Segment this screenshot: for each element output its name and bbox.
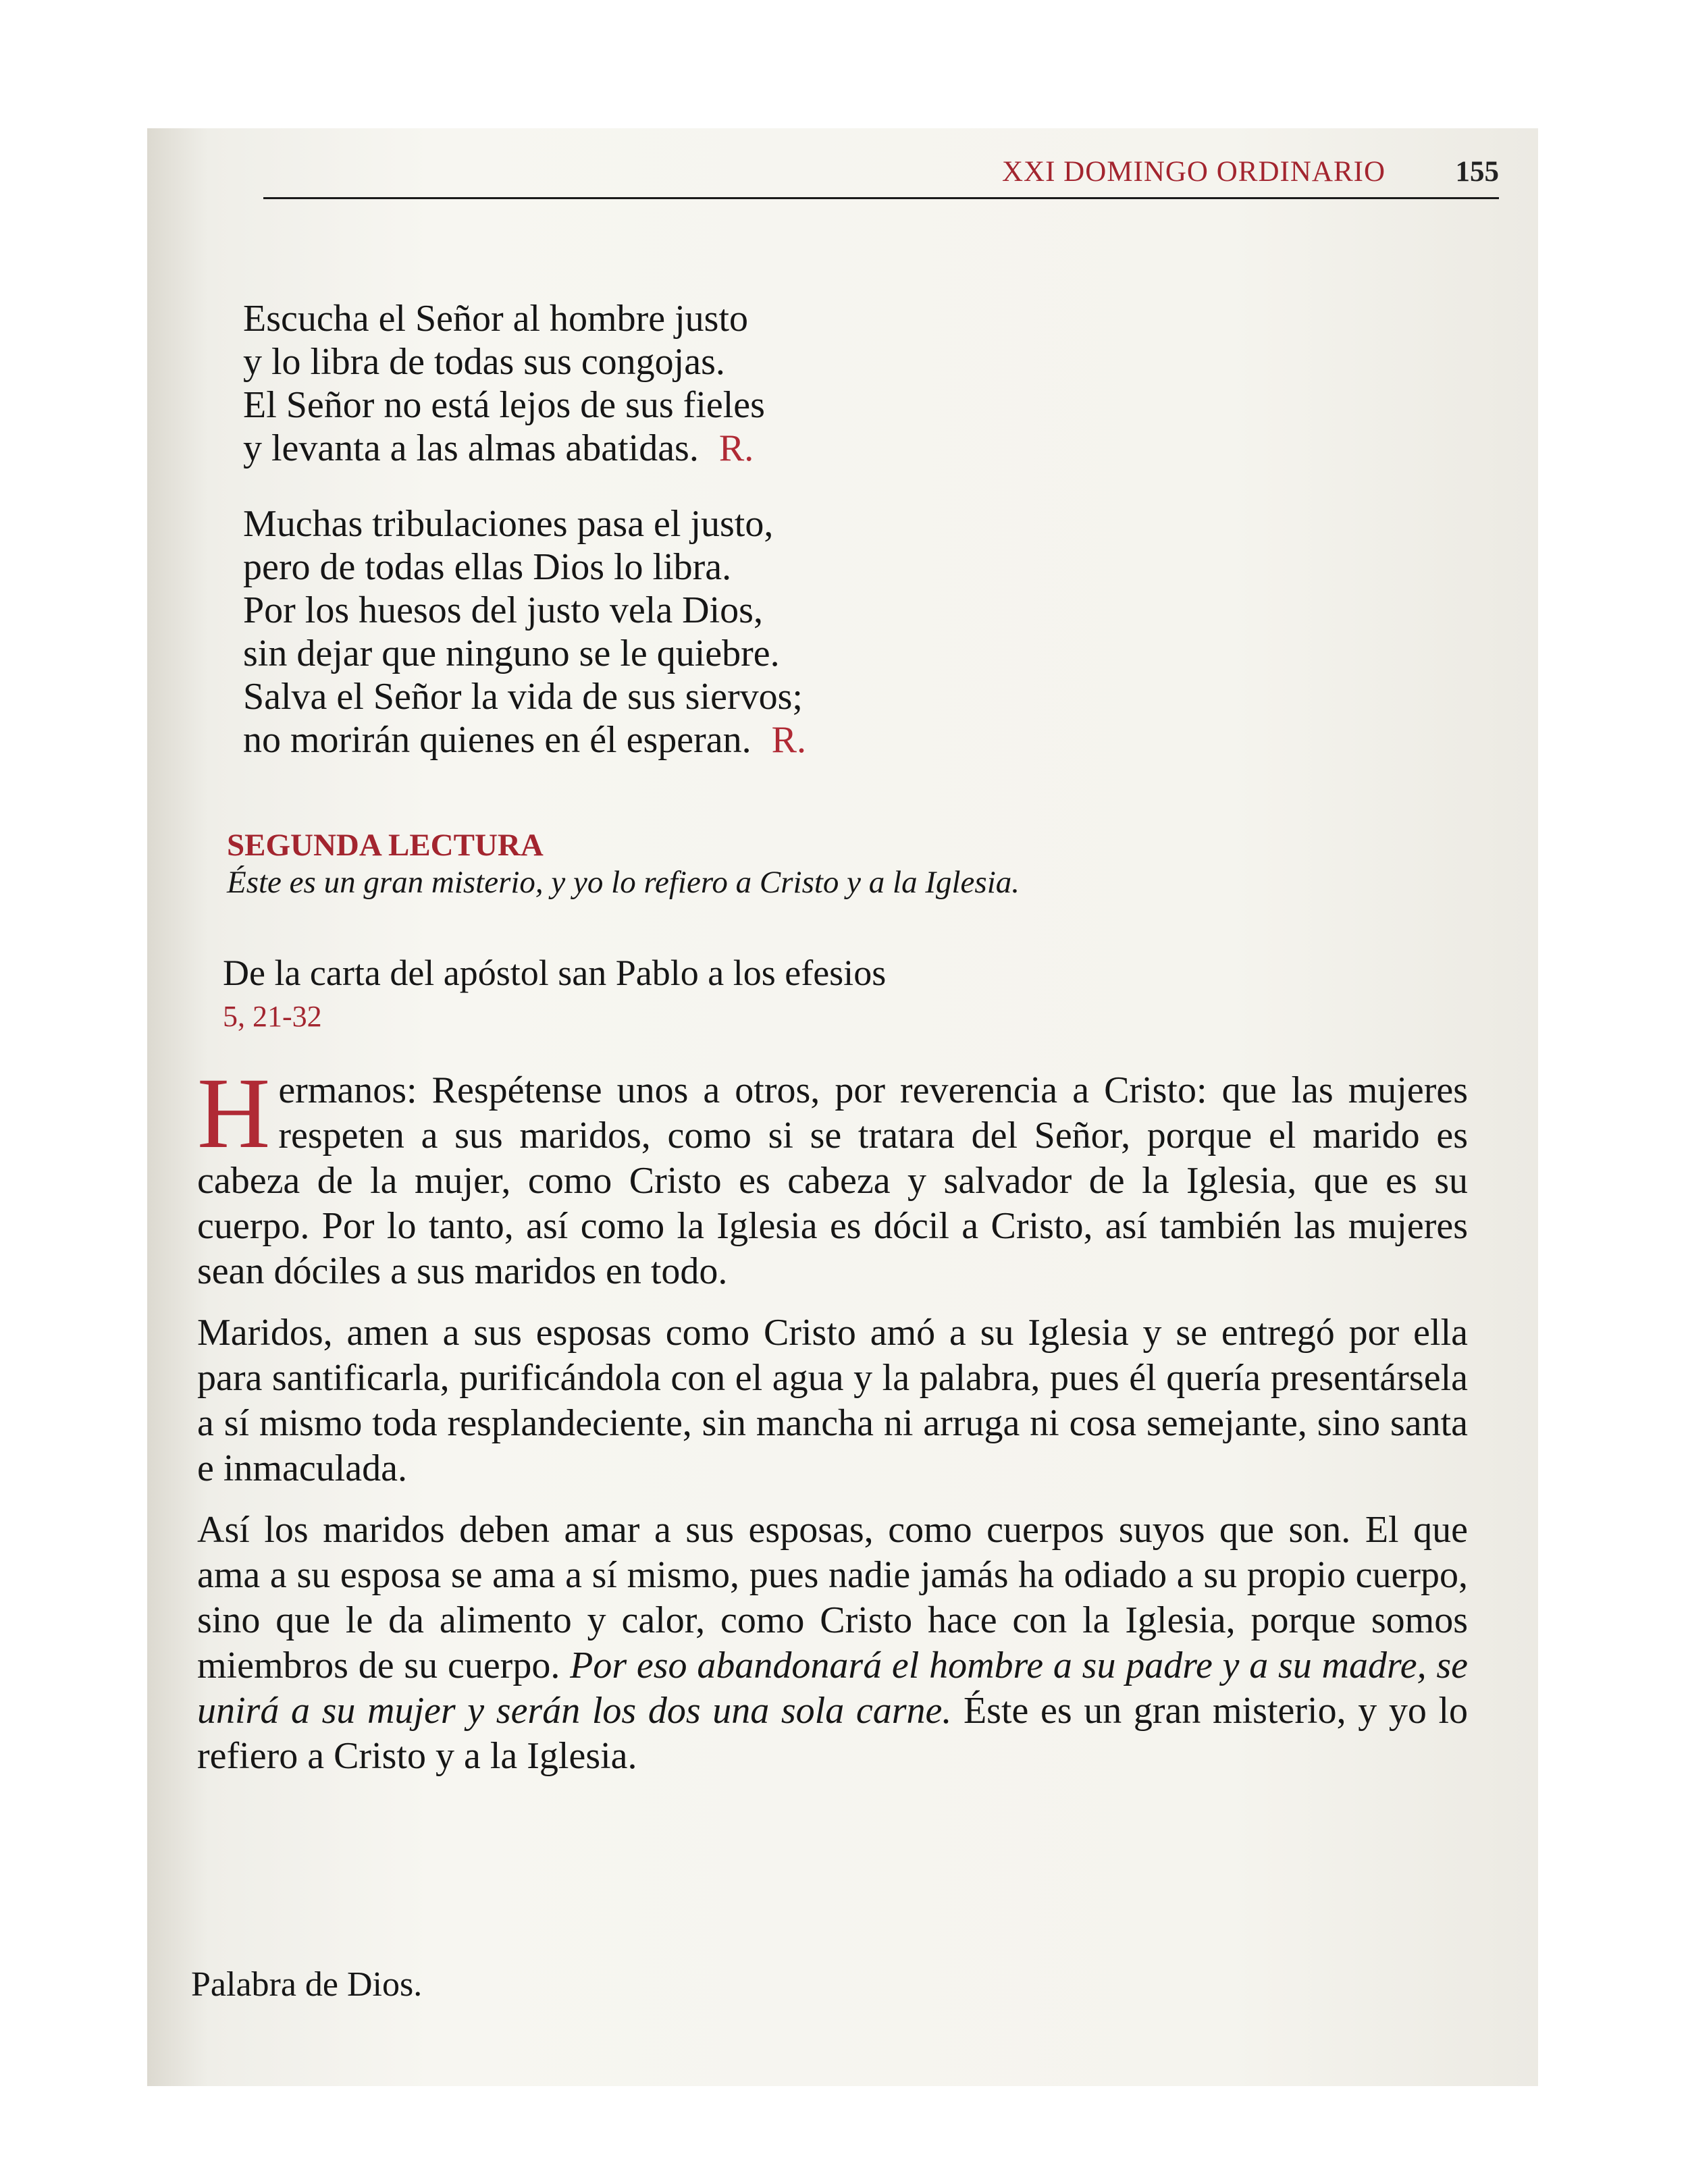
paragraph-text: ermanos: Respétense unos a otros, por reverencia a Cristo: que las mujeres respeten a sus maridos, como si se tratara del Señor, porque el marido es cabeza de la mujer, como Cristo es cabeza y salvador de la Iglesia, que es su cuerpo. Por lo tanto, así como la Iglesia es dócil a Cristo, así también las mujeres sean dóciles a sus maridos en todo. — [197, 1069, 1468, 1292]
psalm-line: Por los huesos del justo vela Dios, — [243, 589, 763, 631]
psalm-verses — [243, 297, 806, 794]
reading-citation: 5, 21-32 — [223, 1000, 322, 1033]
psalm-stanza — [243, 297, 806, 470]
drop-cap: H — [197, 1057, 271, 1169]
psalm-line: Muchas tribulaciones pasa el justo, — [243, 503, 774, 545]
psalm-line: El Señor no está lejos de sus fieles — [243, 384, 765, 426]
paragraph-text: Éste es un gran misterio, y yo lo refiero a Cristo y a la Iglesia. — [197, 1690, 1468, 1777]
paragraph: Maridos, amen a sus esposas como Cristo amó a su Iglesia y se entregó por ella para santificarla, purificándola con el agua y la palabra, pues él quería presentársela a sí mismo toda resplandeciente, sin mancha ni arruga ni cosa semejante, sino santa e inmaculada. — [197, 1312, 1468, 1489]
psalm-line: sin dejar que ninguno se le quiebre. — [243, 633, 780, 674]
psalm-line-text: y levanta a las almas abatidas. — [243, 427, 699, 469]
psalm-line: Escucha el Señor al hombre justo — [243, 298, 749, 340]
psalm-line: pero de todas ellas Dios lo libra. — [243, 546, 732, 588]
psalm-line — [243, 718, 806, 762]
page-number: 155 — [1455, 156, 1499, 188]
paragraph-text: Así los maridos deben amar a sus esposas, como cuerpos suyos que son. El que ama a su esposa se ama a sí mismo, pues nadie jamás ha odiado a su propio cuerpo, sino que le da alimento y calor, como Cristo hace con la Iglesia, porque somos miembros de su cuerpo. — [197, 1509, 1468, 1686]
psalm-line-text: no morirán quienes en él esperan. — [243, 719, 751, 761]
psalm-line: Salva el Señor la vida de sus siervos; — [243, 676, 803, 718]
response-marker: R. — [718, 427, 754, 469]
reading-epigraph: Éste es un gran misterio, y yo lo refiero a Cristo y a la Iglesia. — [227, 865, 1020, 900]
closing-acclamation: Palabra de Dios. — [191, 1965, 423, 2004]
psalm-line: y lo libra de todas sus congojas. — [243, 341, 725, 383]
section-title: SEGUNDA LECTURA — [227, 828, 544, 863]
header-title: XXI DOMINGO ORDINARIO — [1001, 156, 1386, 188]
reading-source: De la carta del apóstol san Pablo a los efesios — [223, 953, 887, 993]
paragraph — [197, 1508, 1468, 1779]
response-marker: R. — [771, 719, 806, 761]
psalm-stanza — [243, 502, 806, 762]
psalm-line — [243, 427, 806, 470]
reading-body — [197, 1057, 1468, 1795]
paragraph — [197, 1057, 1468, 1294]
quoted-scripture: Por eso abandonará el hombre a su padre y a su madre, se unirá a su mujer y serán los dos una sola carne. — [197, 1645, 1468, 1732]
running-header — [263, 150, 1499, 199]
